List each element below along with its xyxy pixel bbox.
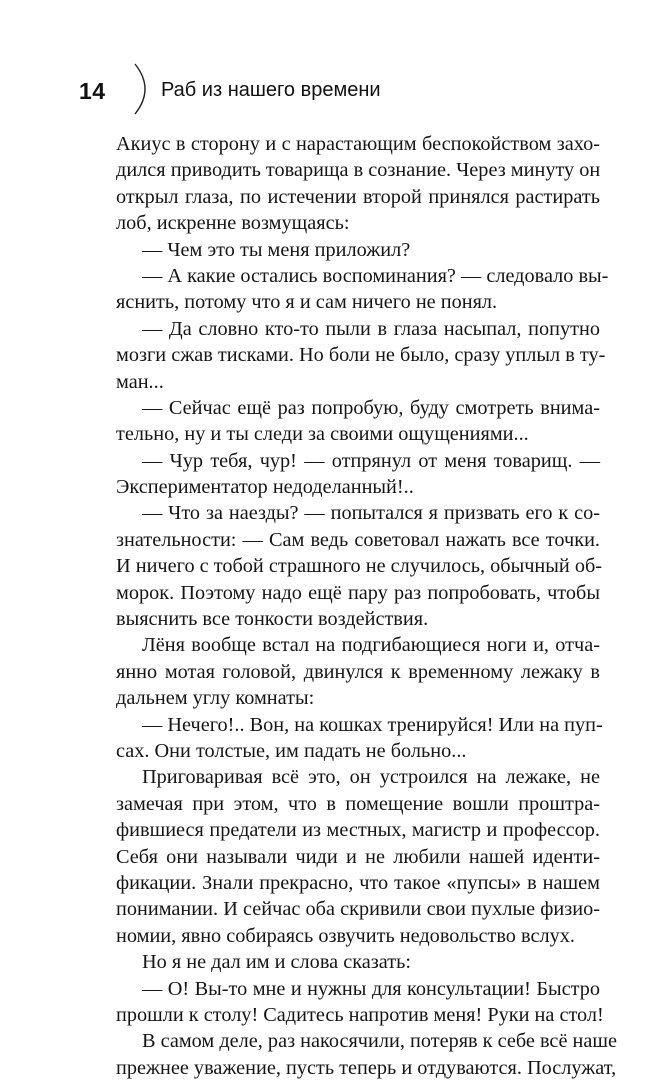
text-line: — А какие остались воспоминания? — следовало вы-	[142, 264, 609, 287]
text-line: Лёня вообще встал на подгибающиеся ноги и, отча-	[142, 634, 600, 657]
text-line: замечая при этом, что в помещение вошли проштра-	[116, 792, 600, 815]
text-line: Экспериментатор недоделанный!..	[116, 476, 414, 499]
text-line: Акиус в сторону и с нарастающим беспокойством захо-	[116, 133, 600, 155]
text-line: лоб, искренне возмущаясь:	[116, 212, 350, 235]
text-line: фикации. Знали прекрасно, что такое «пупсы» в нашем	[116, 871, 600, 894]
text-line: фившиеся предатели из местных, магистр и профессор.	[116, 819, 600, 842]
text-line: ман...	[116, 370, 164, 393]
text-line: прошли к столу! Садитесь напротив меня! Руки на стол!	[116, 1003, 604, 1026]
text-line: выяснить все тонкости воздействия.	[116, 608, 429, 631]
text-line: Но я не дал им и слова сказать:	[142, 951, 411, 974]
text-line: знательности: — Сам ведь советовал нажать все точки.	[116, 528, 600, 551]
text-line: сах. Они толстые, им падать не больно...	[116, 739, 467, 762]
text-line: понимании. И сейчас оба скривили свои пухлые физио-	[116, 898, 600, 921]
text-line: — Чем это ты меня приложил?	[142, 238, 411, 261]
text-line: В самом деле, раз накосячили, потеряв к себе всё наше	[142, 1030, 617, 1053]
text-line: — О! Вы-то мне и нужны для консультации! Быстро	[142, 977, 600, 1000]
text-line: И ничего с тобой страшного не случилось, обычный об-	[116, 555, 603, 578]
text-line: дальнем углу комнаты:	[116, 687, 315, 710]
text-line: — Нечего!.. Вон, на кошках тренируйся! Или на пуп-	[142, 713, 603, 736]
text-line: номии, явно собираясь озвучить недовольство вслух.	[116, 924, 575, 947]
text-line: прежнее уважение, пусть теперь и отдуваются. Послужат,	[116, 1056, 617, 1079]
text-line: — Да словно кто-то пыли в глаза насыпал, попутно	[142, 317, 600, 340]
page-number-arc-ornament	[97, 62, 157, 116]
page-header	[79, 62, 599, 116]
text-line: открыл глаза, по истечении второй принялся растирать	[116, 185, 600, 208]
text-line: тельно, ну и ты следи за своими ощущениями...	[116, 423, 529, 446]
page-number: 14	[79, 78, 106, 104]
text-line: яснить, потому что я и сам ничего не понял.	[116, 291, 498, 314]
text-line: дился приводить товарища в сознание. Через минуту он	[116, 159, 601, 182]
text-line: янно мотая головой, двинулся к временному лежаку в	[116, 660, 600, 683]
text-line: мозги сжав тисками. Но боли не было, сразу уплыл в ту-	[116, 344, 606, 367]
text-line: Себя они называли чиди и не любили нашей иденти-	[116, 845, 600, 868]
body-text	[116, 131, 617, 1081]
text-line: — Чур тебя, чур! — отпрянул от меня товарищ. —	[142, 449, 600, 472]
text-line: Приговаривая всё это, он устроился на лежаке, не	[142, 766, 600, 789]
text-line: — Что за наезды? — попытался я призвать его к со-	[142, 502, 600, 525]
text-line: морок. Поэтому надо ещё пару раз попробовать, чтобы	[116, 581, 600, 604]
text-line: — Сейчас ещё раз попробую, буду смотреть внима-	[142, 396, 600, 419]
running-title: Раб из нашего времени	[161, 79, 381, 101]
